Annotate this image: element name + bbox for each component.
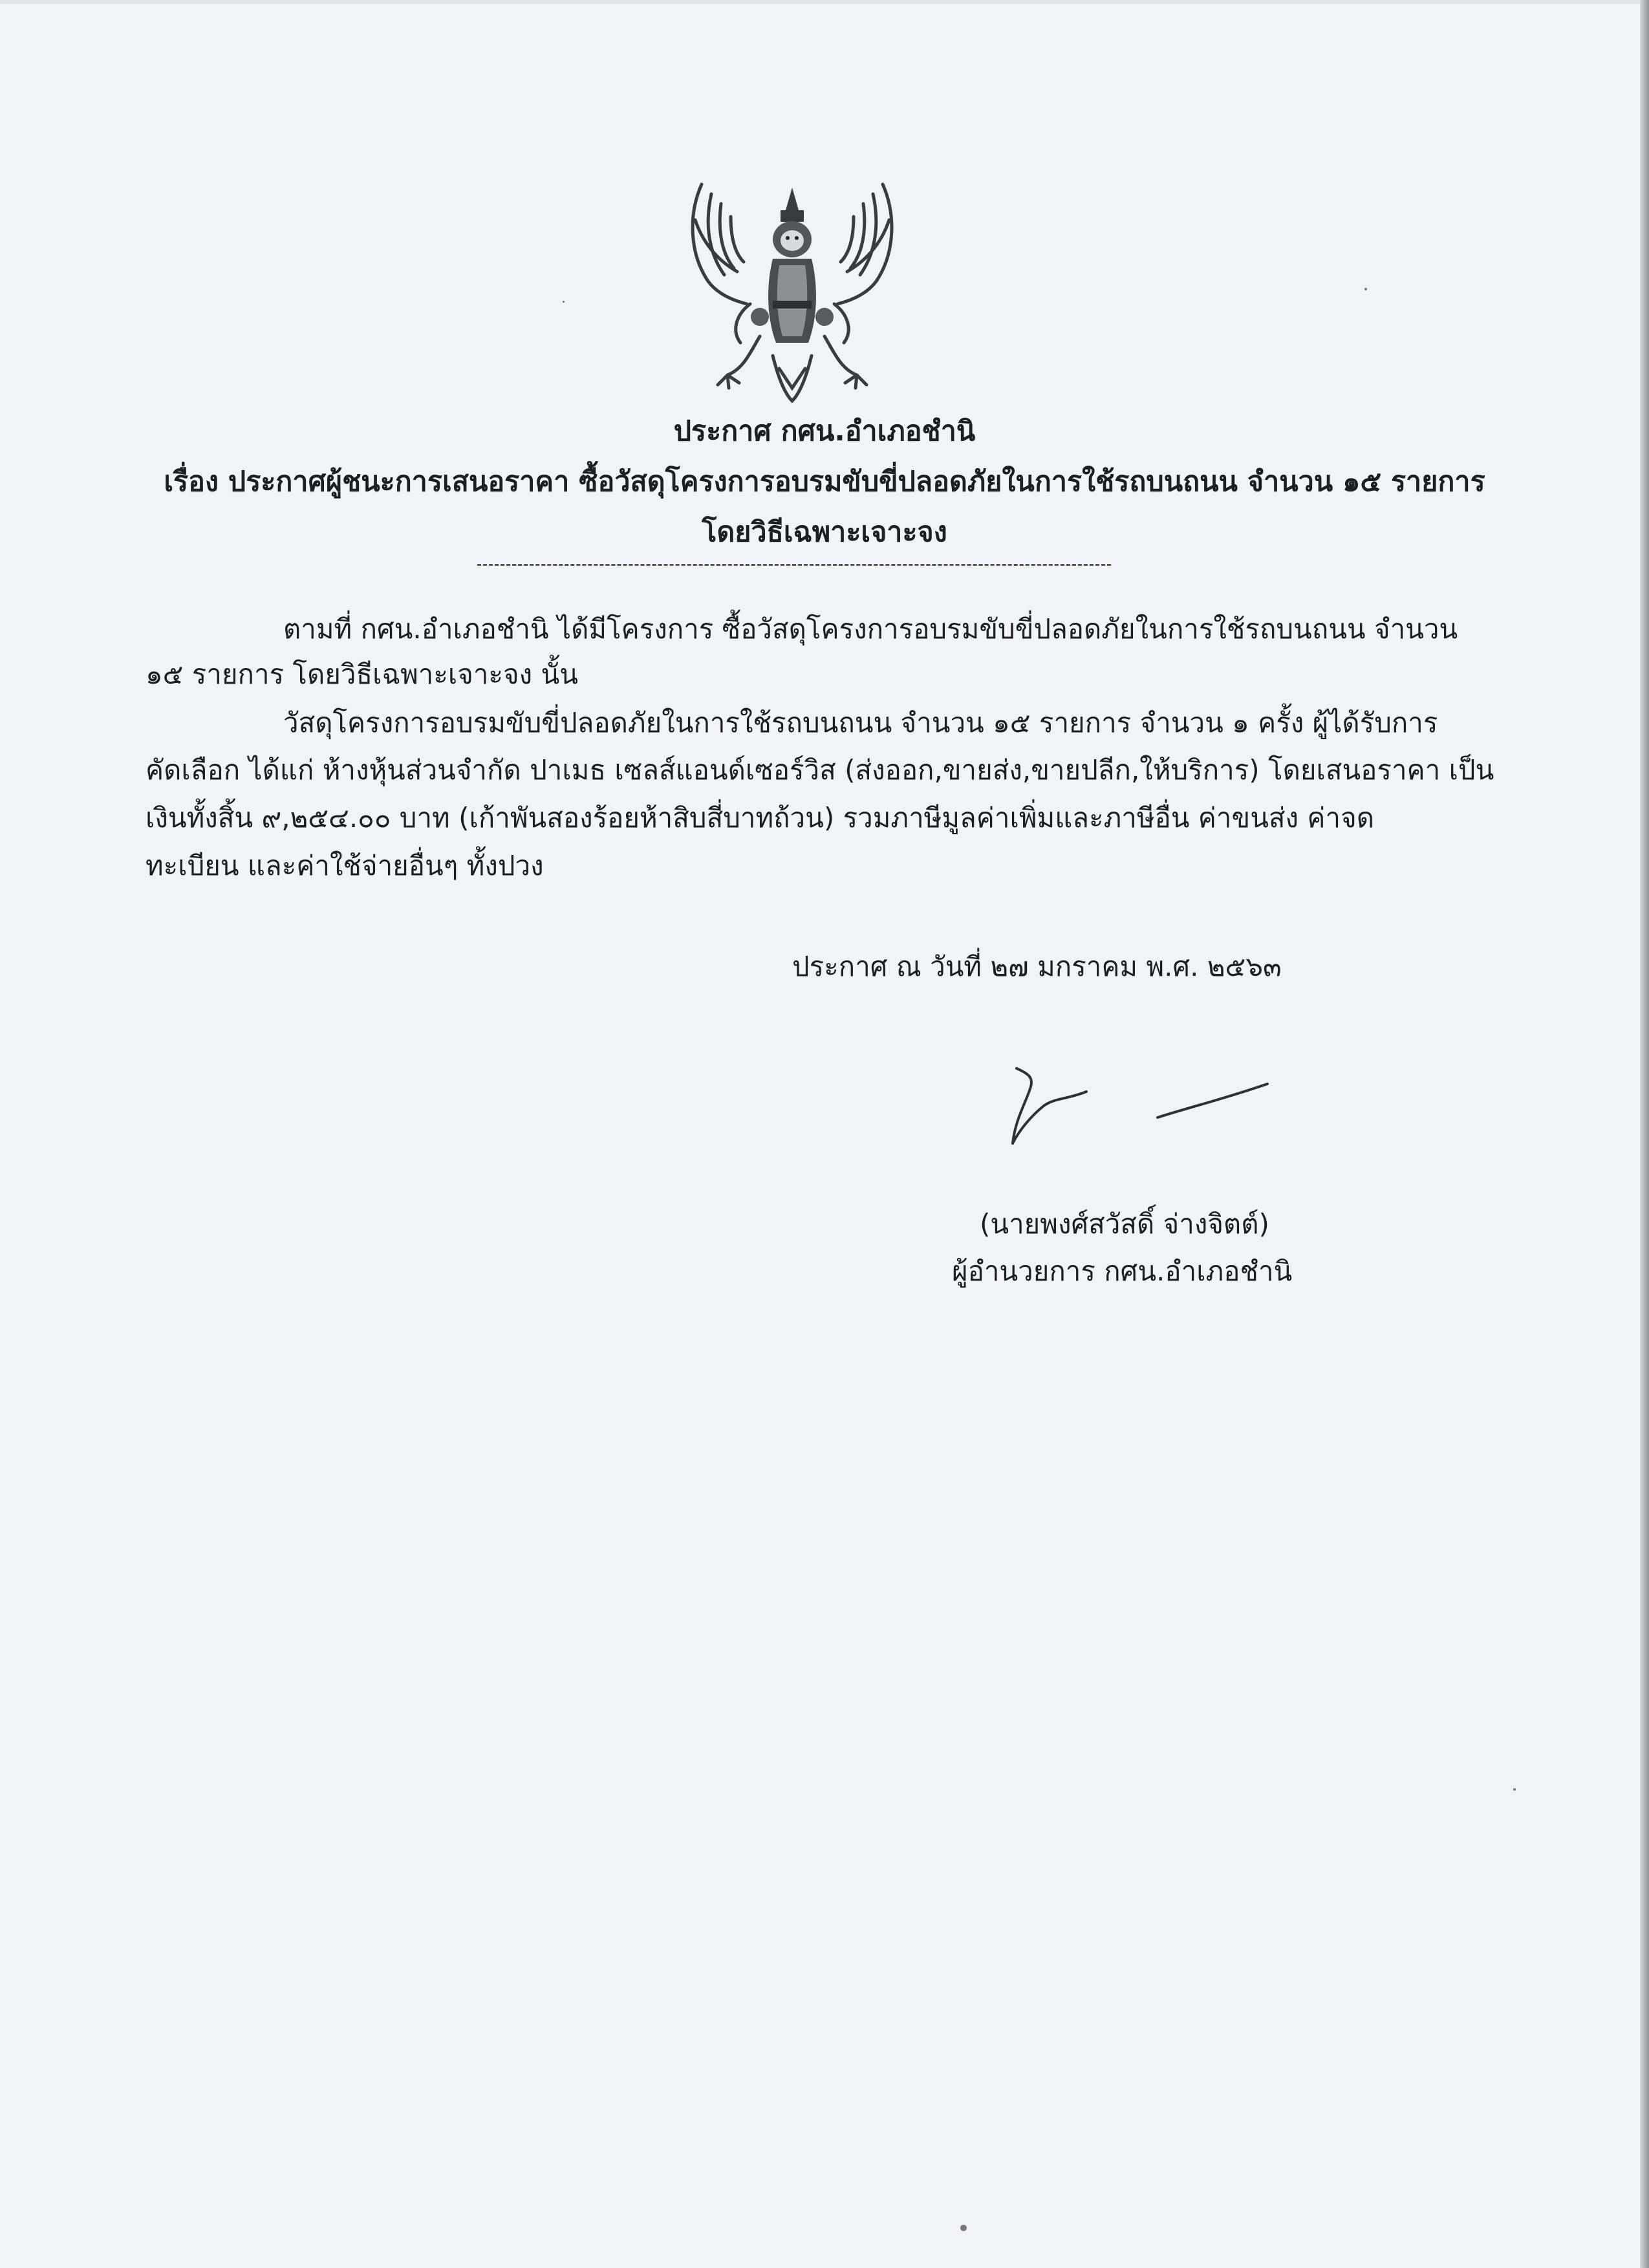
separator-line [477,564,1111,566]
body-line: วัสดุโครงการอบรมขับขี่ปลอดภัยในการใช้รถบนถนน จำนวน ๑๕ รายการ จำนวน ๑ ครั้ง ผู้ได้รับการ [283,707,1438,739]
body-line: ทะเบียน และค่าใช้จ่ายอื่นๆ ทั้งปวง [146,850,544,881]
signatory-position: ผู้อำนวยการ กศน.อำเภอชำนิ [952,1255,1293,1287]
signatory-name: (นายพงศ์สวัสดิ์ จ่างจิตต์) [980,1208,1269,1240]
body-line: เงินทั้งสิ้น ๙,๒๕๔.๐๐ บาท (เก้าพันสองร้อยห้าสิบสี่บาทถ้วน) รวมภาษีมูลค่าเพิ่มและภาษีอื่น ค่าขนส่ง ค่าจด [146,802,1374,834]
scan-right-edge [1640,0,1649,2268]
scan-speck [1513,1788,1516,1791]
handwritten-signature [1002,1061,1274,1164]
scan-speck [960,2225,967,2231]
scan-speck [1364,288,1367,290]
body-line: ตามที่ กศน.อำเภอชำนิ ได้มีโครงการ ซื้อวัสดุโครงการอบรมขับขี่ปลอดภัยในการใช้รถบนถนน จำนวน [283,613,1458,645]
garuda-emblem-icon [682,175,902,404]
scan-top-edge [0,0,1649,4]
announcement-subject: เรื่อง ประกาศผู้ชนะการเสนอราคา ซื้อวัสดุโครงการอบรมขับขี่ปลอดภัยในการใช้รถบนถนน จำนวน ๑๕ รายการ [164,466,1485,498]
announcement-title: ประกาศ กศน.อำเภอชำนิ [673,415,976,448]
body-line: คัดเลือก ได้แก่ ห้างหุ้นส่วนจำกัด ปาเมธ เซลส์แอนด์เซอร์วิส (ส่งออก,ขายส่ง,ขายปลีก,ให้บริการ) โดยเสนอราคา เป็น [146,754,1494,786]
scan-speck [563,301,565,303]
announcement-date: ประกาศ ณ วันที่ ๒๗ มกราคม พ.ศ. ๒๕๖๓ [792,951,1282,982]
procurement-method: โดยวิธีเฉพาะเจาะจง [702,516,947,548]
body-line: ๑๕ รายการ โดยวิธีเฉพาะเจาะจง นั้น [146,658,578,690]
